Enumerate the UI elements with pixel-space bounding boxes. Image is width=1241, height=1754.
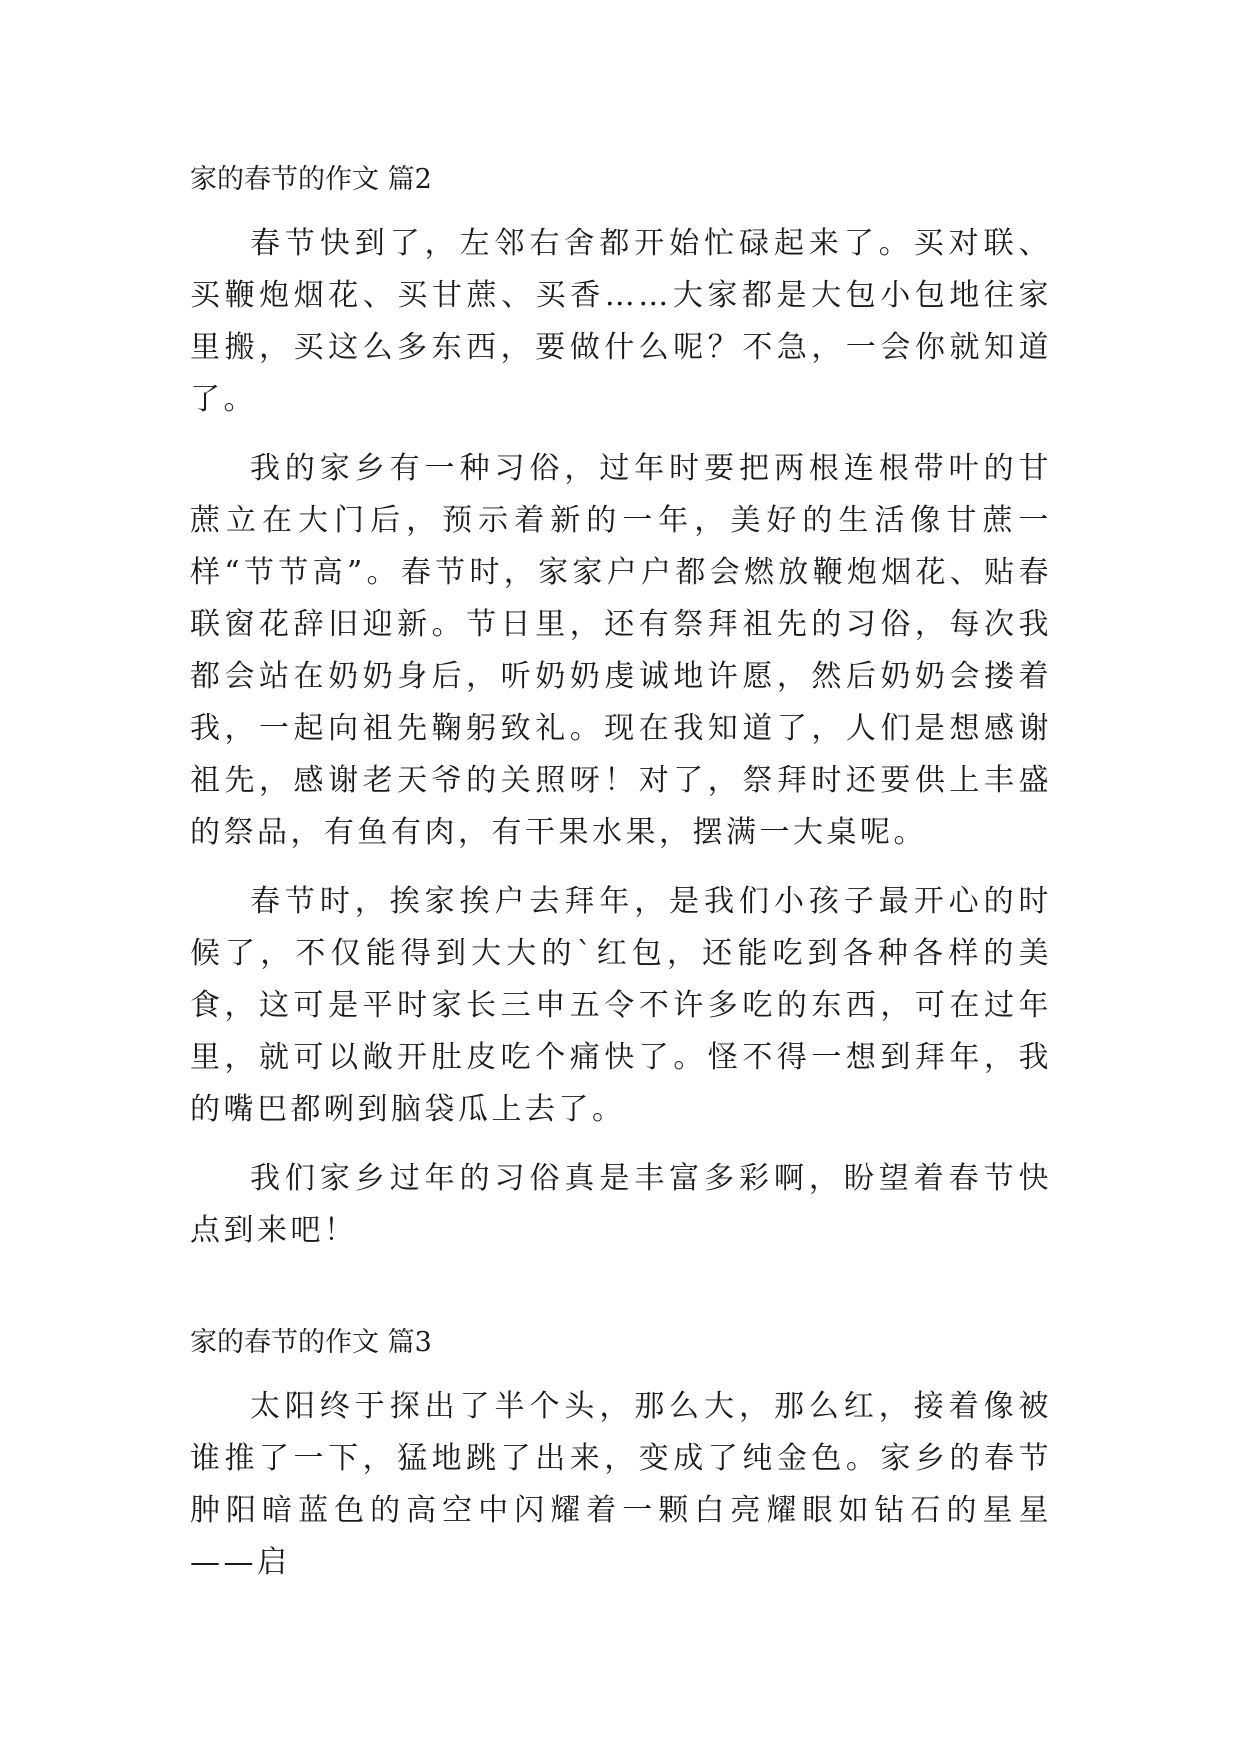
paragraph: 我的家乡有一种习俗，过年时要把两根连根带叶的甘蔗立在大门后，预示着新的一年，美好的生活像甘蔗一样“节节高”。春节时，家家户户都会燃放鞭炮烟花、贴春联窗花辞旧迎新。节日里，还有祭拜祖先的习俗，每次我都会站在奶奶身后，听奶奶虔诚地许愿，然后奶奶会搂着我，一起向祖先鞠躬致礼。现在我知道了，人们是想感谢祖先，感谢老天爷的关照呀！对了，祭拜时还要供上丰盛的祭品，有鱼有肉，有干果水果，摆满一大桌呢。: [190, 451, 1052, 850]
essay-section-3: [190, 1323, 1052, 1606]
paragraph: 我们家乡过年的习俗真是丰富多彩啊，盼望着春节快点到来吧！: [190, 1161, 1052, 1248]
paragraph: 春节快到了，左邻右舍都开始忙碌起来了。买对联、买鞭炮烟花、买甘蔗、买香……大家都是大包小包地往家里搬，买这么多东西，要做什么呢？不急，一会你就知道了。: [190, 226, 1052, 417]
section-heading: 家的春节的作文 篇2: [190, 164, 432, 195]
paragraph: 太阳终于探出了半个头，那么大，那么红，接着像被谁推了一下，猛地跳了出来，变成了纯金色。家乡的春节肿阳暗蓝色的高空中闪耀着一颗白亮耀眼如钻石的星星——启: [190, 1389, 1052, 1580]
paragraph: 春节时，挨家挨户去拜年，是我们小孩子最开心的时候了，不仅能得到大大的`红包，还能吃到各种各样的美食，这可是平时家长三申五令不许多吃的东西，可在过年里，就可以敞开肚皮吃个痛快了。怪不得一想到拜年，我的嘴巴都咧到脑袋瓜上去了。: [190, 884, 1052, 1127]
section-heading: 家的春节的作文 篇3: [190, 1327, 432, 1358]
essay-section-2: [190, 160, 1052, 1274]
